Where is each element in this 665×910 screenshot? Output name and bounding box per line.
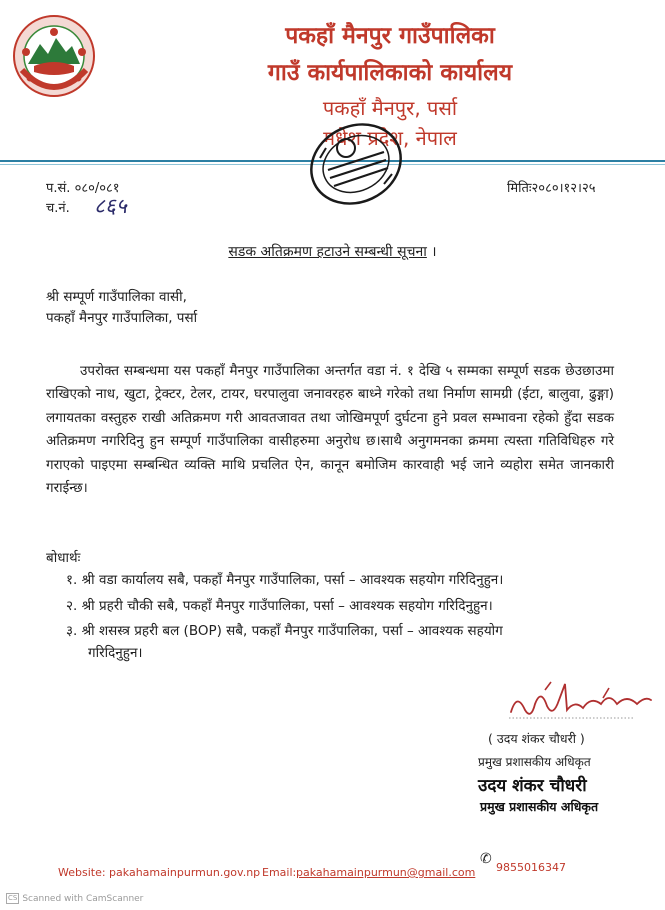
office-stamp-icon [300, 118, 412, 210]
signatory-title-stamp: प्रमुख प्रशासकीय अधिकृत [480, 799, 599, 814]
office-name: गाउँ कार्यपालिकाको कार्यालय [267, 60, 513, 86]
footer-phone: 9855016347 [496, 861, 566, 874]
subject-line [0, 242, 665, 261]
issue-date: मितिः२०८०।१२।२५ [507, 181, 596, 196]
org-name: पकहाँ मैनपुर गाउँपालिका [285, 23, 495, 49]
footer-email-link[interactable]: pakahamainpurmun@gmail.com [296, 866, 476, 879]
cc-item: १. श्री वडा कार्यालय सबै, पकहाँ मैनपुर गाउँपालिका, पर्सा – आवश्यक सहयोग गरिदिनुहुन। [66, 572, 504, 588]
signatory-title-small: प्रमुख प्रशासकीय अधिकृत [478, 755, 591, 769]
notice-body: उपरोक्त सम्बन्धमा यस पकहाँ मैनपुर गाउँपालिका अन्तर्गत वडा नं. १ देखि ५ सम्मका सम्पूर्ण सडक छेउछाउमा राखिएको नाध, खुटा, ट्रेक्टर, टेलर, टायर, घरपालुवा जनावरहरु बाध्ने गरेको तथा निर्माण सामग्री (ईटा, बालुवा, ढुङ्गा) लगायतका वस्तुहरु राखी अतिक्रमण गरी आवतजावत तथा जोखिमपूर्ण दुर्घटना हुने प्रवल सम्भावना रहेको हुँदा सडक अतिक्रमण नगरिदिनु हुन सम्पूर्ण गाउँपालिका वासीहरुमा अनुरोध छ।साथै अनुगमनका क्रममा त्यस्ता गतिविधिहरु गरे गराएको पाइएमा सम्बन्धित व्यक्ति माथि प्रचलित ऐन, कानून बमोजिम कारवाही भई जाने व्यहोरा समेत जानकारी गराईन्छ। [46, 363, 614, 497]
footer-website: Website: pakahamainpurmun.gov.np [58, 866, 261, 879]
scanner-watermark-text: Scanned with CamScanner [22, 893, 144, 904]
phone-icon: ✆ [480, 851, 492, 867]
camscanner-logo-icon: CS [8, 894, 18, 902]
reference-number: प.सं. ०८०/०८१ [46, 181, 120, 196]
dispatch-number-handwritten: ८६५ [94, 194, 127, 218]
dispatch-number-label: च.नं. [46, 201, 70, 216]
nepal-emblem-icon [10, 12, 98, 102]
cc-item: २. श्री प्रहरी चौकी सबै, पकहाँ मैनपुर गाउँपालिका, पर्सा – आवश्यक सहयोग गरिदिनुहुन। [66, 598, 493, 614]
addressee-line-1: श्री सम्पूर्ण गाउँपालिका वासी, [46, 289, 187, 305]
cc-title: बोधार्थः [46, 550, 81, 566]
footer-email-label: Email: [262, 866, 297, 879]
country-line: मधेश प्रदेश, नेपाल [323, 126, 457, 150]
handwritten-signature [505, 670, 655, 725]
cc-item-continuation: गरिदिनुहुन। [88, 645, 143, 661]
cc-item: ३. श्री शसस्त्र प्रहरी बल (BOP) सबै, पकहाँ मैनपुर गाउँपालिका, पर्सा – आवश्यक सहयोग [66, 623, 503, 639]
subject-suffix: । [426, 244, 437, 260]
addressee-line-2: पकहाँ मैनपुर गाउँपालिका, पर्सा [46, 310, 198, 326]
signatory-name-parenthesized: ( उदय शंकर चौधरी ) [488, 731, 585, 746]
subject-text: सडक अतिक्रमण हटाउने सम्बन्धी सूचना [228, 244, 427, 260]
signatory-name-stamp: उदय शंकर चौधरी [478, 776, 587, 796]
address-line: पकहाँ मैनपुर, पर्सा [322, 96, 458, 120]
scanner-watermark [6, 893, 143, 904]
